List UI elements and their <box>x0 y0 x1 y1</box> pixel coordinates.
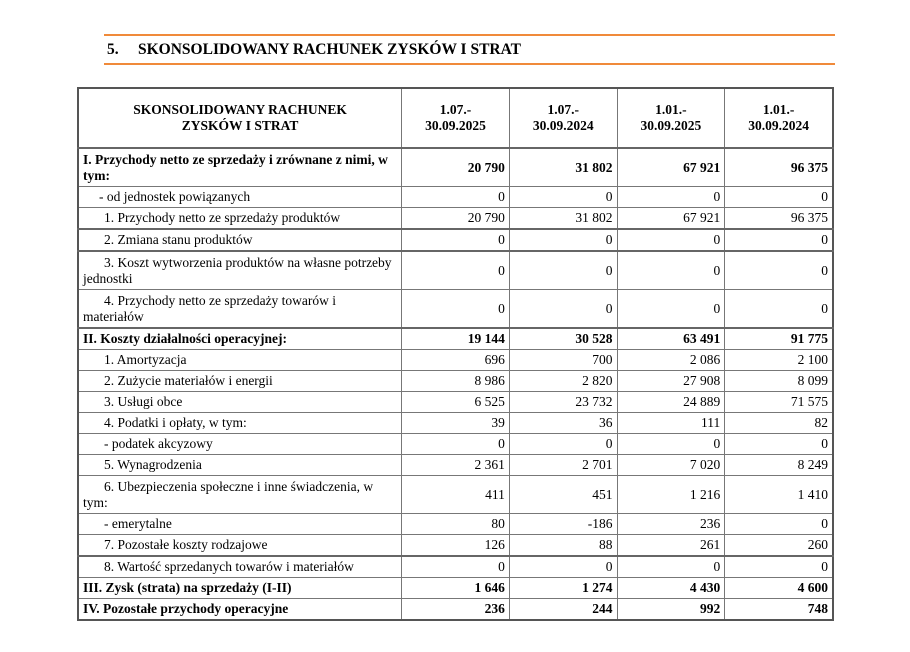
row-value-period-3: 7 020 <box>617 455 725 476</box>
row-value-period-1: 0 <box>402 556 510 578</box>
table-row <box>78 148 833 187</box>
row-value-period-4: 0 <box>725 514 833 535</box>
row-value-period-1: 1 646 <box>402 578 510 599</box>
row-value-period-2: 0 <box>509 556 617 578</box>
row-label: 7. Pozostałe koszty rodzajowe <box>78 535 402 557</box>
row-value-period-4: 1 410 <box>725 476 833 514</box>
period-line1: 1.01.- <box>655 102 687 117</box>
period-line1: 1.07.- <box>439 102 472 117</box>
row-value-period-2: 30 528 <box>509 328 617 350</box>
row-label: 8. Wartość sprzedanych towarów i materiałów <box>78 556 402 578</box>
header-period-2 <box>509 88 617 148</box>
table-header-row <box>78 88 833 148</box>
row-value-period-4: 4 600 <box>725 578 833 599</box>
row-value-period-3: 111 <box>617 413 725 434</box>
row-label: II. Koszty działalności operacyjnej: <box>78 328 402 350</box>
table-row <box>78 413 833 434</box>
row-value-period-4: 8 099 <box>725 371 833 392</box>
row-value-period-2: 0 <box>509 229 617 251</box>
row-value-period-4: 96 375 <box>725 208 833 230</box>
row-value-period-4: 0 <box>725 434 833 455</box>
row-label: IV. Pozostałe przychody operacyjne <box>78 599 402 621</box>
row-value-period-4: 0 <box>725 251 833 290</box>
row-value-period-3: 0 <box>617 290 725 329</box>
row-value-period-3: 0 <box>617 229 725 251</box>
row-label: 1. Przychody netto ze sprzedaży produktów <box>78 208 402 230</box>
row-value-period-3: 236 <box>617 514 725 535</box>
section-title <box>104 36 835 63</box>
row-value-period-4: 71 575 <box>725 392 833 413</box>
header-period-3 <box>617 88 725 148</box>
row-value-period-3: 24 889 <box>617 392 725 413</box>
row-value-period-1: 8 986 <box>402 371 510 392</box>
row-value-period-4: 2 100 <box>725 350 833 371</box>
row-value-period-2: 0 <box>509 290 617 329</box>
row-value-period-4: 0 <box>725 229 833 251</box>
row-value-period-1: 0 <box>402 434 510 455</box>
row-value-period-3: 67 921 <box>617 208 725 230</box>
header-label <box>78 88 402 148</box>
row-value-period-1: 0 <box>402 187 510 208</box>
row-value-period-1: 0 <box>402 251 510 290</box>
row-label: 4. Podatki i opłaty, w tym: <box>78 413 402 434</box>
row-value-period-1: 20 790 <box>402 208 510 230</box>
section-number: 5. <box>107 41 119 58</box>
section-title-text: SKONSOLIDOWANY RACHUNEK ZYSKÓW I STRAT <box>138 41 521 58</box>
header-label-line2: ZYSKÓW I STRAT <box>181 118 299 133</box>
row-label: - od jednostek powiązanych <box>78 187 402 208</box>
row-value-period-2: 0 <box>509 434 617 455</box>
table-row <box>78 208 833 230</box>
row-value-period-4: 96 375 <box>725 148 833 187</box>
row-value-period-2: 23 732 <box>509 392 617 413</box>
row-value-period-2: 2 701 <box>509 455 617 476</box>
row-label: 3. Usługi obce <box>78 392 402 413</box>
row-value-period-3: 1 216 <box>617 476 725 514</box>
row-value-period-3: 0 <box>617 187 725 208</box>
table-row <box>78 350 833 371</box>
row-value-period-3: 261 <box>617 535 725 557</box>
row-value-period-4: 748 <box>725 599 833 621</box>
row-value-period-3: 27 908 <box>617 371 725 392</box>
row-value-period-4: 91 775 <box>725 328 833 350</box>
row-value-period-1: 39 <box>402 413 510 434</box>
row-value-period-4: 0 <box>725 556 833 578</box>
row-label: I. Przychody netto ze sprzedaży i zrównane z nimi, w tym: <box>78 148 402 187</box>
table-row <box>78 476 833 514</box>
row-value-period-1: 2 361 <box>402 455 510 476</box>
row-value-period-3: 0 <box>617 556 725 578</box>
row-value-period-3: 4 430 <box>617 578 725 599</box>
row-value-period-1: 696 <box>402 350 510 371</box>
row-label: 3. Koszt wytworzenia produktów na własne potrzeby jednostki <box>78 251 402 290</box>
row-label: - emerytalne <box>78 514 402 535</box>
row-value-period-1: 0 <box>402 290 510 329</box>
header-label-line1: SKONSOLIDOWANY RACHUNEK <box>133 102 347 117</box>
period-line2: 30.09.2024 <box>532 118 594 133</box>
row-value-period-2: 36 <box>509 413 617 434</box>
row-label: 2. Zużycie materiałów i energii <box>78 371 402 392</box>
row-value-period-4: 8 249 <box>725 455 833 476</box>
period-line2: 30.09.2025 <box>640 118 702 133</box>
row-value-period-2: 0 <box>509 251 617 290</box>
row-value-period-2: 1 274 <box>509 578 617 599</box>
row-value-period-1: 80 <box>402 514 510 535</box>
table-row <box>78 251 833 290</box>
row-value-period-1: 126 <box>402 535 510 557</box>
row-value-period-2: 244 <box>509 599 617 621</box>
row-label: 6. Ubezpieczenia społeczne i inne świadczenia, w tym: <box>78 476 402 514</box>
table-row <box>78 556 833 578</box>
row-label: 1. Amortyzacja <box>78 350 402 371</box>
table-row <box>78 290 833 329</box>
table-row <box>78 599 833 621</box>
row-value-period-2: 700 <box>509 350 617 371</box>
row-label: 5. Wynagrodzenia <box>78 455 402 476</box>
row-value-period-3: 992 <box>617 599 725 621</box>
row-value-period-4: 0 <box>725 290 833 329</box>
row-value-period-2: 451 <box>509 476 617 514</box>
row-value-period-3: 0 <box>617 251 725 290</box>
header-period-1 <box>402 88 510 148</box>
bottom-rule <box>104 63 835 65</box>
row-value-period-3: 0 <box>617 434 725 455</box>
table-row <box>78 578 833 599</box>
row-value-period-2: 88 <box>509 535 617 557</box>
row-value-period-3: 63 491 <box>617 328 725 350</box>
row-value-period-2: 31 802 <box>509 148 617 187</box>
table-row <box>78 187 833 208</box>
row-value-period-3: 67 921 <box>617 148 725 187</box>
period-line2: 30.09.2024 <box>748 118 809 133</box>
row-value-period-1: 19 144 <box>402 328 510 350</box>
row-value-period-1: 411 <box>402 476 510 514</box>
table-row <box>78 229 833 251</box>
row-label: III. Zysk (strata) na sprzedaży (I-II) <box>78 578 402 599</box>
table-row <box>78 455 833 476</box>
income-statement-table <box>77 87 834 621</box>
row-value-period-2: 2 820 <box>509 371 617 392</box>
table-row <box>78 371 833 392</box>
table-row <box>78 328 833 350</box>
row-value-period-1: 236 <box>402 599 510 621</box>
row-value-period-1: 20 790 <box>402 148 510 187</box>
row-value-period-2: 0 <box>509 187 617 208</box>
row-value-period-1: 6 525 <box>402 392 510 413</box>
period-line1: 1.01.- <box>762 102 795 117</box>
table-row <box>78 434 833 455</box>
section-header <box>104 34 835 65</box>
table-row <box>78 514 833 535</box>
table-row <box>78 392 833 413</box>
period-line1: 1.07.- <box>547 102 579 117</box>
row-value-period-4: 0 <box>725 187 833 208</box>
row-value-period-2: 31 802 <box>509 208 617 230</box>
row-value-period-3: 2 086 <box>617 350 725 371</box>
table-row <box>78 535 833 557</box>
header-period-4 <box>725 88 833 148</box>
row-value-period-1: 0 <box>402 229 510 251</box>
row-label: - podatek akcyzowy <box>78 434 402 455</box>
row-value-period-2: -186 <box>509 514 617 535</box>
row-label: 4. Przychody netto ze sprzedaży towarów i materiałów <box>78 290 402 329</box>
row-value-period-4: 82 <box>725 413 833 434</box>
period-line2: 30.09.2025 <box>425 118 486 133</box>
row-label: 2. Zmiana stanu produktów <box>78 229 402 251</box>
row-value-period-4: 260 <box>725 535 833 557</box>
